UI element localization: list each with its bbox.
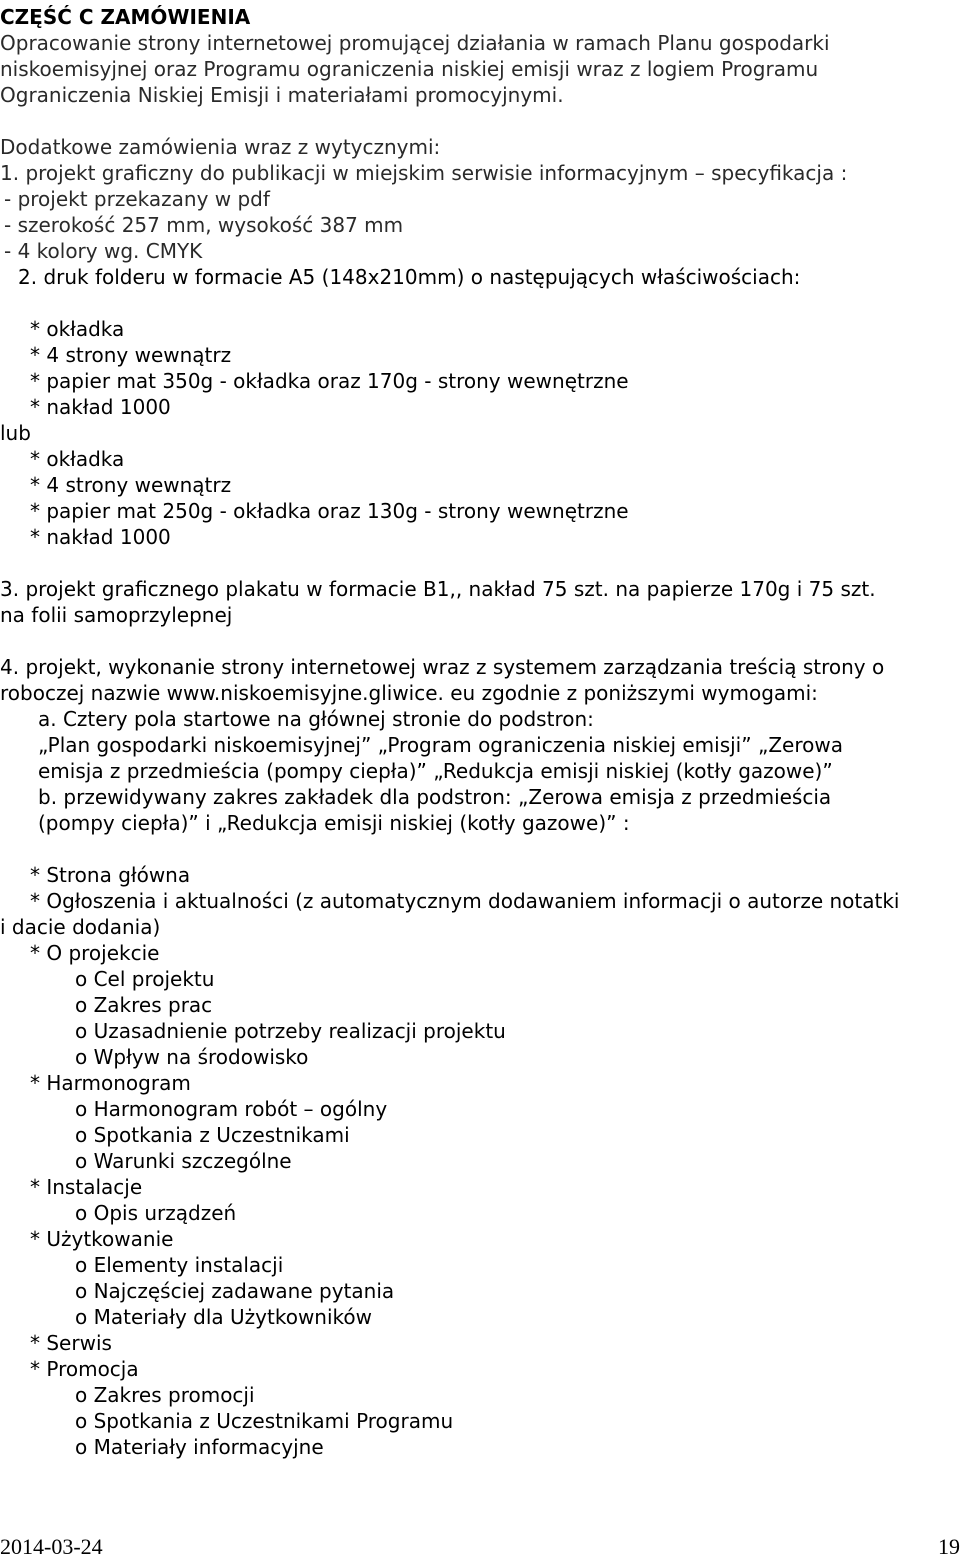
menu-item-usage: * Użytkowanie: [30, 1227, 174, 1251]
section-heading: CZĘŚĆ C ZAMÓWIENIA: [0, 5, 251, 29]
start-fields-list: „Plan gospodarki niskoemisyjnej” „Program ograniczenia niskiej emisji” „Zerowa: [38, 733, 843, 757]
page-number: 19: [938, 1534, 960, 1559]
submenu-item: o Spotkania z Uczestnikami: [75, 1123, 350, 1147]
item-4b-label-cont: (pompy ciepła)” i „Redukcja emisji niskiej (kotły gazowe)” :: [38, 811, 630, 835]
submenu-item: o Materiały dla Użytkowników: [75, 1305, 373, 1329]
option-1-spec: * okładka: [30, 317, 125, 341]
item-1-spec: - 4 kolory wg. CMYK: [4, 239, 203, 263]
item-1-spec: - projekt przekazany w pdf: [4, 187, 270, 211]
start-fields-list-cont: emisja z przedmieścia (pompy ciepła)” „Redukcja emisji niskiej (kotły gazowe)”: [38, 759, 833, 783]
option-2-spec: * okładka: [30, 447, 125, 471]
intro-line-1: Opracowanie strony internetowej promującej działania w ramach Planu gospodarki: [0, 31, 830, 55]
additional-orders-label: Dodatkowe zamówienia wraz z wytycznymi:: [0, 135, 441, 159]
submenu-item: o Spotkania z Uczestnikami Programu: [75, 1409, 454, 1433]
submenu-item: o Harmonogram robót – ogólny: [75, 1097, 388, 1121]
intro-line-3: Ograniczenia Niskiej Emisji i materiałami promocyjnymi.: [0, 83, 564, 107]
menu-item-promotion: * Promocja: [30, 1357, 139, 1381]
submenu-item: o Zakres prac: [75, 993, 213, 1017]
menu-item-news-cont: i dacie dodania): [0, 915, 161, 939]
menu-item-news: * Ogłoszenia i aktualności (z automatycznym dodawaniem informacji o autorze notatki: [30, 889, 900, 913]
submenu-item: o Opis urządzeń: [75, 1201, 237, 1225]
submenu-item: o Cel projektu: [75, 967, 215, 991]
menu-item-schedule: * Harmonogram: [30, 1071, 191, 1095]
menu-item-service: * Serwis: [30, 1331, 112, 1355]
submenu-item: o Najczęściej zadawane pytania: [75, 1279, 395, 1303]
menu-item-about: * O projekcie: [30, 941, 160, 965]
submenu-item: o Wpływ na środowisko: [75, 1045, 309, 1069]
option-2-spec: * 4 strony wewnątrz: [30, 473, 232, 497]
footer-date: 2014-03-24: [0, 1534, 103, 1559]
submenu-item: o Elementy instalacji: [75, 1253, 284, 1277]
or-label: lub: [0, 421, 31, 445]
submenu-item: o Warunki szczególne: [75, 1149, 292, 1173]
menu-item-installations: * Instalacje: [30, 1175, 143, 1199]
item-1-spec: - szerokość 257 mm, wysokość 387 mm: [4, 213, 404, 237]
item-2-title: 2. druk folderu w formacie A5 (148x210mm) o następujących właściwościach:: [18, 265, 801, 289]
intro-line-2: niskoemisyjnej oraz Programu ograniczenia niskiej emisji wraz z logiem Programu: [0, 57, 819, 81]
item-4b-label: b. przewidywany zakres zakładek dla podstron: „Zerowa emisja z przedmieścia: [38, 785, 832, 809]
option-2-spec: * papier mat 250g - okładka oraz 130g - strony wewnętrzne: [30, 499, 629, 523]
submenu-item: o Zakres promocji: [75, 1383, 255, 1407]
item-3-title-cont: na folii samoprzylepnej: [0, 603, 233, 627]
item-4a-label: a. Cztery pola startowe na głównej stronie do podstron:: [38, 707, 594, 731]
submenu-item: o Materiały informacyjne: [75, 1435, 324, 1459]
option-1-spec: * 4 strony wewnątrz: [30, 343, 232, 367]
option-1-spec: * nakład 1000: [30, 395, 171, 419]
item-3-title: 3. projekt graficznego plakatu w formacie B1,, nakład 75 szt. na papierze 170g i 75 szt.: [0, 577, 876, 601]
item-4-title: 4. projekt, wykonanie strony internetowej wraz z systemem zarządzania treścią strony o: [0, 655, 885, 679]
submenu-item: o Uzasadnienie potrzeby realizacji projektu: [75, 1019, 506, 1043]
menu-item-home: * Strona główna: [30, 863, 191, 887]
option-2-spec: * nakład 1000: [30, 525, 171, 549]
item-4-title-cont: roboczej nazwie www.niskoemisyjne.gliwice. eu zgodnie z poniższymi wymogami:: [0, 681, 818, 705]
option-1-spec: * papier mat 350g - okładka oraz 170g - strony wewnętrzne: [30, 369, 629, 393]
item-1-title: 1. projekt graficzny do publikacji w miejskim serwisie informacyjnym – specyfikacja :: [0, 161, 848, 185]
